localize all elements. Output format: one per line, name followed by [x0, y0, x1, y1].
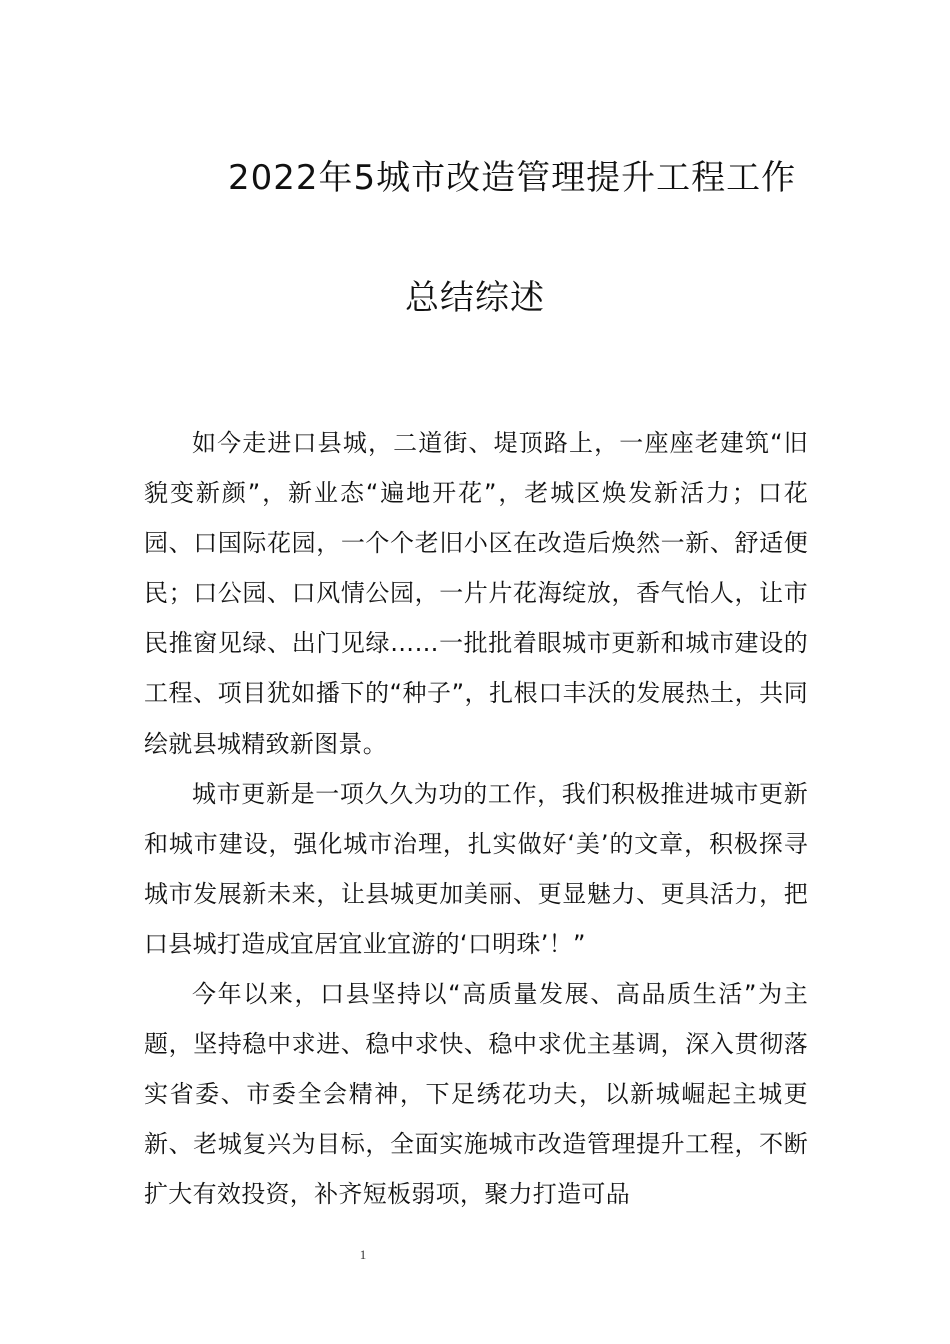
document-title-line-2: 总结综述 [405, 278, 545, 318]
document-body [144, 418, 808, 1220]
paragraph-3: 今年以来，口县坚持以“高质量发展、高品质生活”为主题，坚持稳中求进、稳中求快、稳中求优主基调，深入贯彻落实省委、市委全会精神，下足绣花功夫，以新城崛起主城更新、老城复兴为目标，全面实施城市改造管理提升工程，不断扩大有效投资，补齐短板弱项，聚力打造可品 [144, 980, 808, 1209]
page-number: 1 [359, 1247, 367, 1262]
paragraph-2: 城市更新是一项久久为功的工作，我们积极推进城市更新和城市建设，强化城市治理，扎实做好‘美’的文章，积极探寻城市发展新未来，让县城更加美丽、更显魅力、更具活力，把口县城打造成宜居宜业宜游的‘口明珠’！” [144, 779, 808, 958]
document-title-line-1: 2022年5城市改造管理提升工程工作 [228, 158, 797, 198]
paragraph-1: 如今走进口县城，二道街、堤顶路上，一座座老建筑“旧貌变新颜”，新业态“遍地开花”，老城区焕发新活力；口花园、口国际花园，一个个老旧小区在改造后焕然一新、舒适便民；口公园、口风情公园，一片片花海绽放，香气怡人，让市民推窗见绿、出门见绿……一批批着眼城市更新和城市建设的工程、项目犹如播下的“种子”，扎根口丰沃的发展热土，共同绘就县城精致新图景。 [144, 429, 808, 758]
